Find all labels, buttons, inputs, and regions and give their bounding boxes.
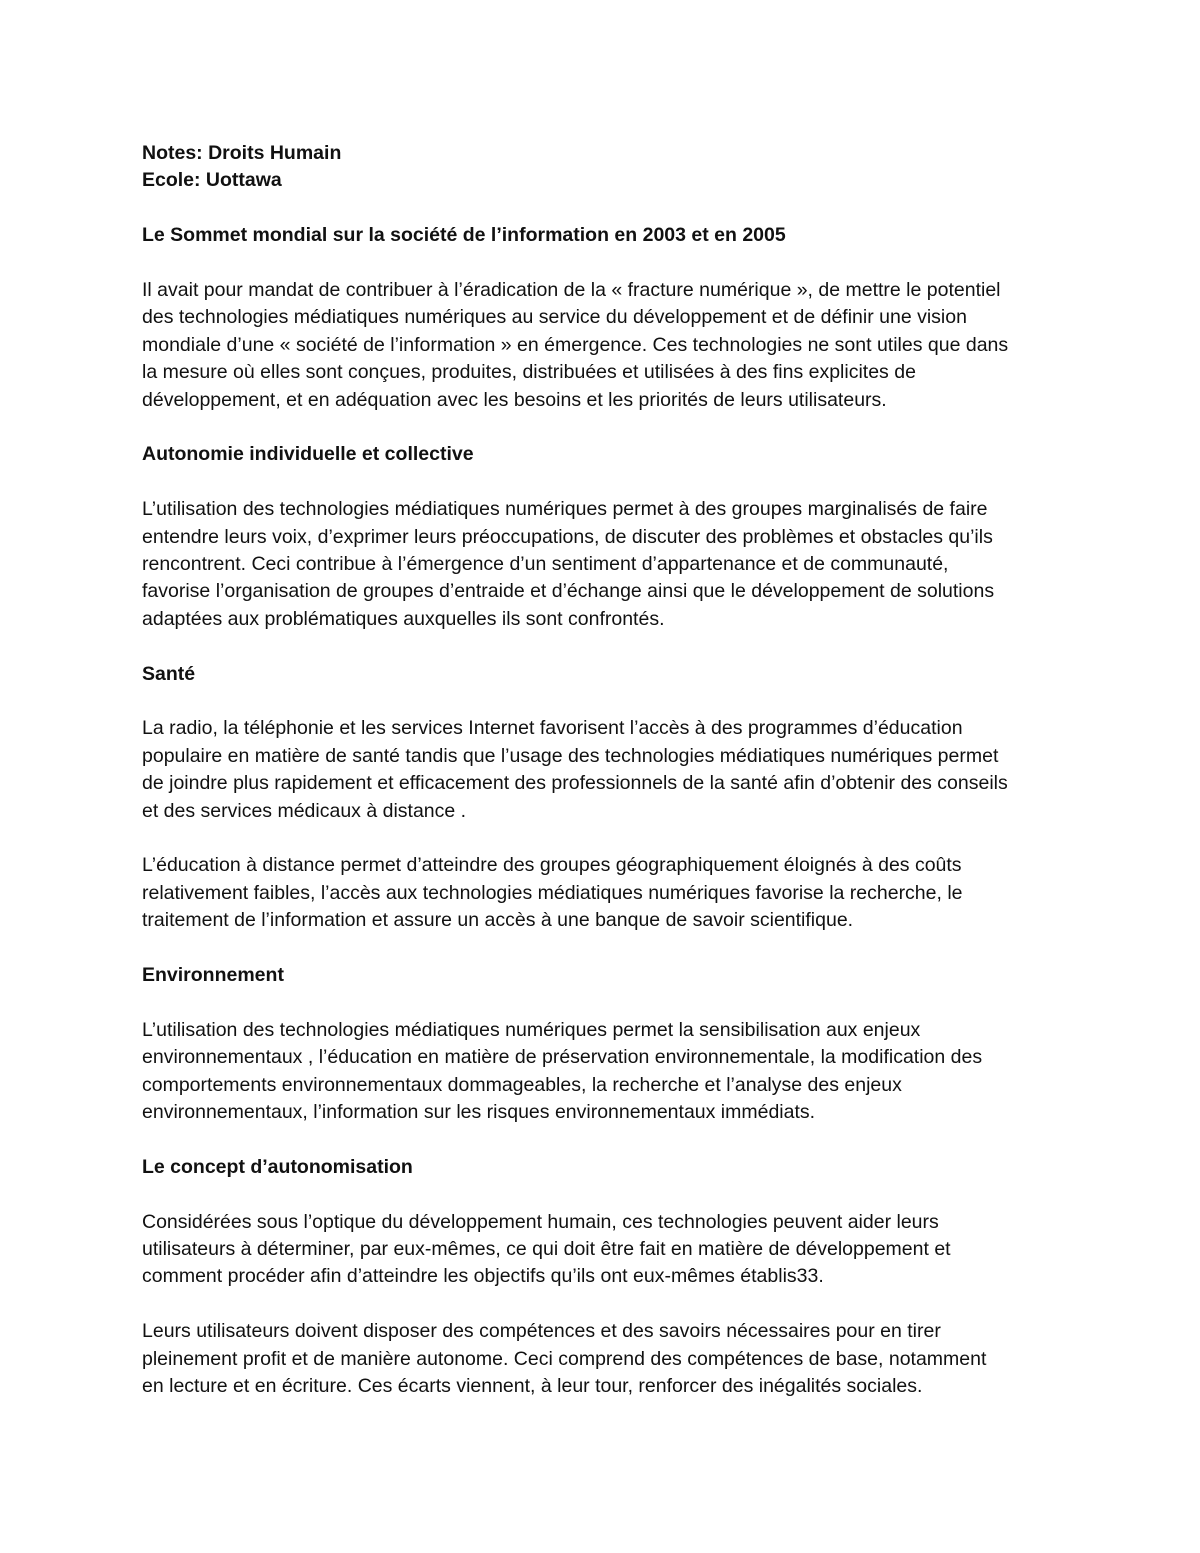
paragraph-line: La radio, la téléphonie et les services Internet favorisent l’accès à des programmes d’éducation: [142, 717, 963, 740]
paragraph-line: Il avait pour mandat de contribuer à l’éradication de la « fracture numérique », de mettre le potentiel: [142, 279, 1001, 301]
paragraph-line: mondiale d’une « société de l’information » en émergence. Ces technologies ne sont utiles que dans: [142, 333, 1009, 356]
paragraph-line: en lecture et en écriture. Ces écarts viennent, à leur tour, renforcer des inégalités sociales.: [142, 1375, 923, 1398]
paragraph-line: L’éducation à distance permet d’atteindre des groupes géographiquement éloignés à des coûts: [142, 854, 962, 877]
paragraph-line: la mesure où elles sont conçues, produites, distribuées et utilisées à des fins explicites de: [142, 361, 916, 384]
paragraph-line: et des services médicaux à distance .: [142, 799, 467, 822]
school-title: Ecole: Uottawa: [142, 169, 282, 192]
paragraph: [142, 496, 1072, 633]
paragraph: [142, 277, 1072, 414]
spacer: [142, 935, 1072, 962]
paragraph-line: environnementaux, l’information sur les risques environnementaux immédiats.: [142, 1101, 816, 1124]
paragraph: [142, 1017, 1072, 1127]
paragraph-line: L’utilisation des technologies médiatiques numériques permet la sensibilisation aux enjeux: [142, 1018, 921, 1041]
paragraph: [142, 1209, 1072, 1291]
paragraph-line: relativement faibles, l’accès aux technologies médiatiques numériques favorise la recherche, le: [142, 881, 963, 904]
spacer: [142, 989, 1072, 1016]
paragraph: [142, 1318, 1072, 1400]
section-heading: Environnement: [142, 964, 284, 987]
paragraph-line: Considérées sous l’optique du développement humain, ces technologies peuvent aider leurs: [142, 1210, 939, 1233]
paragraph-line: de joindre plus rapidement et efficacement des professionnels de la santé afin d’obtenir des conseils: [142, 772, 1008, 795]
document-page: [142, 140, 1072, 1401]
section: [142, 441, 1072, 660]
spacer: [142, 1181, 1072, 1208]
paragraph-line: utilisateurs à déterminer, par eux-mêmes, ce qui doit être fait en matière de développement et: [142, 1238, 951, 1261]
paragraph-line: rencontrent. Ceci contribue à l’émergence d’un sentiment d’appartenance et de communauté,: [142, 553, 949, 576]
notes-title: Notes: Droits Humain: [142, 142, 342, 164]
spacer: [142, 1291, 1072, 1318]
spacer: [142, 250, 1072, 277]
spacer: [142, 825, 1072, 852]
paragraph-line: populaire en matière de santé tandis que l’usage des technologies médiatiques numériques permet: [142, 744, 999, 767]
section: [142, 661, 1072, 962]
paragraph-line: L’utilisation des technologies médiatiques numériques permet à des groupes marginalisés de faire: [142, 498, 988, 521]
sections-container: [142, 222, 1072, 1400]
section: [142, 962, 1072, 1154]
paragraph: [142, 715, 1072, 825]
paragraph-line: comment procéder afin d’atteindre les objectifs qu’ils ont eux-mêmes établis33.: [142, 1265, 824, 1288]
paragraph-line: traitement de l’information et assure un accès à une banque de savoir scientifique.: [142, 909, 854, 932]
spacer: [142, 633, 1072, 660]
section: [142, 222, 1072, 441]
paragraph: [142, 852, 1072, 934]
section: [142, 1154, 1072, 1401]
section-heading: Le Sommet mondial sur la société de l’information en 2003 et en 2005: [142, 224, 786, 247]
paragraph-line: entendre leurs voix, d’exprimer leurs préoccupations, de discuter des problèmes et obstacles qu’ils: [142, 525, 993, 548]
section-heading: Santé: [142, 662, 196, 685]
spacer: [142, 469, 1072, 496]
section-heading: Autonomie individuelle et collective: [142, 443, 474, 466]
paragraph-line: pleinement profit et de manière autonome. Ceci comprend des compétences de base, notamment: [142, 1347, 987, 1370]
paragraph-line: adaptées aux problématiques auxquelles ils sont confrontés.: [142, 607, 665, 630]
spacer: [142, 414, 1072, 441]
spacer: [142, 688, 1072, 715]
paragraph-line: développement, et en adéquation avec les besoins et les priorités de leurs utilisateurs.: [142, 388, 887, 411]
paragraph-line: favorise l’organisation de groupes d’entraide et d’échange ainsi que le développement de solutions: [142, 580, 995, 603]
paragraph-line: environnementaux , l’éducation en matière de préservation environnementale, la modification des: [142, 1046, 983, 1069]
spacer: [142, 1126, 1072, 1153]
section-heading: Le concept d’autonomisation: [142, 1155, 413, 1178]
spacer: [142, 195, 1072, 222]
paragraph-line: comportements environnementaux dommageables, la recherche et l’analyse des enjeux: [142, 1073, 902, 1096]
paragraph-line: Leurs utilisateurs doivent disposer des compétences et des savoirs nécessaires pour en tirer: [142, 1320, 941, 1343]
paragraph-line: des technologies médiatiques numériques au service du développement et de définir une vision: [142, 306, 967, 329]
